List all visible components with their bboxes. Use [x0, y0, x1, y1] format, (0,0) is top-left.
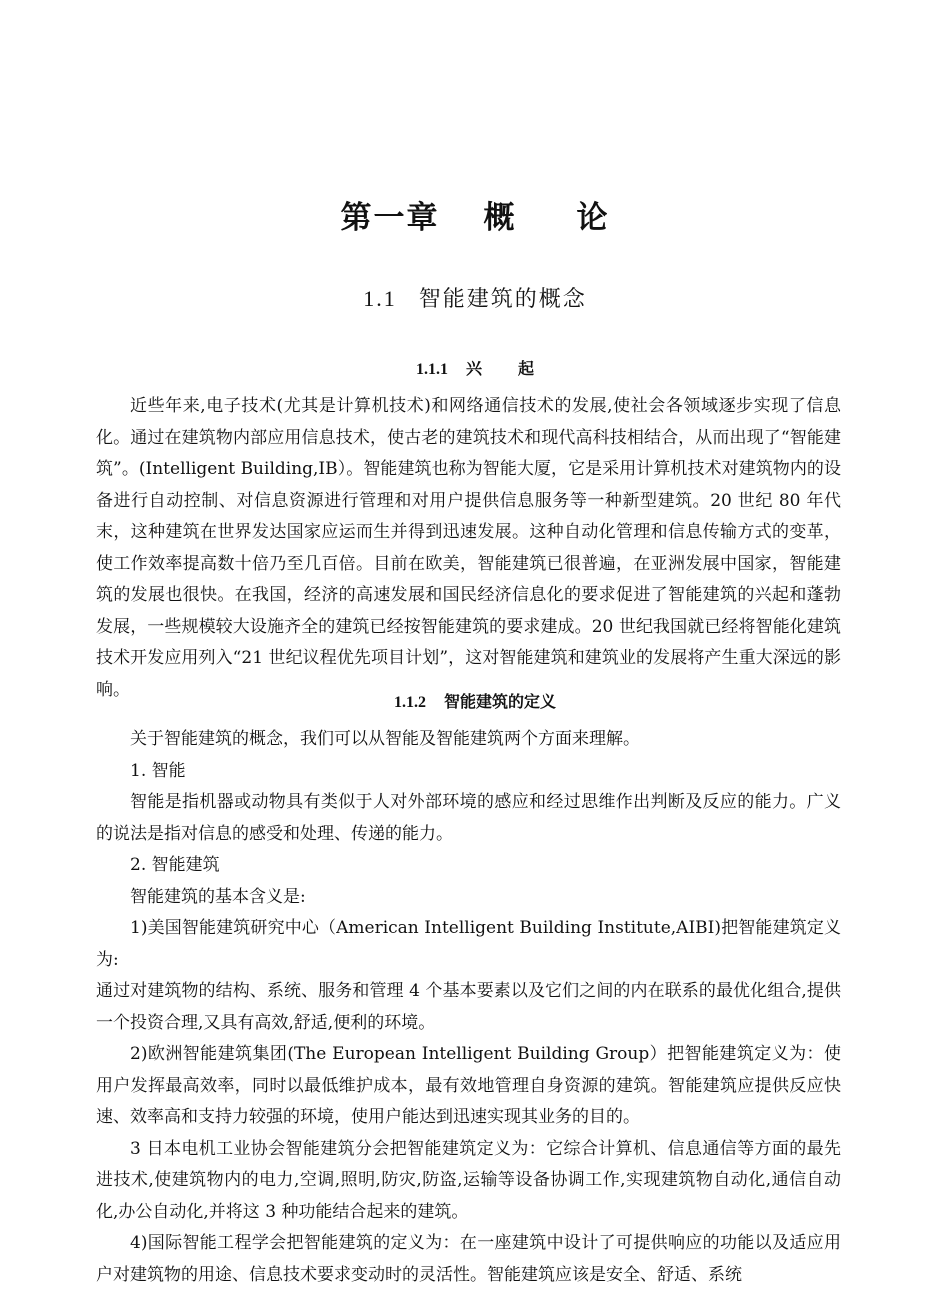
paragraph-2: 关于智能建筑的概念，我们可以从智能及智能建筑两个方面来理解。: [130, 729, 640, 749]
subsection-number-1: 1.1.1: [415, 361, 448, 378]
definition-section: [96, 724, 841, 1291]
section-heading: 智能建筑的概念: [418, 287, 587, 312]
definition-2: 2)欧洲智能建筑集团(The European Intelligent Building Group）把智能建筑定义为：使用户发挥最高效率，同时以最低维护成本，最有效地管理自身资源的建筑。智能建筑应提供反应快速、效率高和支持力较强的环境，使用户能达到迅速实现其业务的目的。: [96, 1044, 841, 1127]
subsection-title-1-part2: 起: [518, 359, 535, 378]
item-1-label: 1. 智能: [130, 760, 186, 781]
paragraph-1: 近些年来,电子技术(尤其是计算机技术)和网络通信技术的发展,使社会各领域逐步实现了信息化。通过在建筑物内部应用信息技术，使古老的建筑技术和现代高科技相结合，从而出现了“智能建筑”。(Intelligent Building,IB）。智能建筑也称为智能大厦，它是采用计算机技术对建筑物内的设备进行自动控制、对信息资源进行管理和对用户提供信息服务等一种新型建筑。20 世纪 80 年代末，这种建筑在世界发达国家应运而生并得到迅速发展。这种自动化管理和信息传输方式的变革，使工作效率提高数十倍乃至几百倍。目前在欧美，智能建筑已很普遍，在亚洲发展中国家，智能建筑的发展也很快。在我国，经济的高速发展和国民经济信息化的要求促进了智能建筑的兴起和蓬勃发展，一些规模较大设施齐全的建筑已经按智能建筑的要求建成。20 世纪我国就已经将智能化建筑技术开发应用列入“21 世纪议程优先项目计划”，这对智能建筑和建筑业的发展将产生重大深远的影响。: [96, 396, 841, 700]
definition-4: 4)国际智能工程学会把智能建筑的定义为：在一座建筑中设计了可提供响应的功能以及适应用户对建筑物的用途、信息技术要求变动时的灵活性。智能建筑应该是安全、舒适、系统: [96, 1233, 841, 1285]
subsection-heading-2: 智能建筑的定义: [443, 692, 556, 711]
definition-1-continued: 通过对建筑物的结构、系统、服务和管理 4 个基本要素以及它们之间的内在联系的最优化组合,提供一个投资合理,又具有高效,舒适,便利的环境。: [96, 981, 841, 1033]
section-title: [0, 282, 950, 313]
chapter-title-part3: 论: [576, 200, 610, 236]
subsection-title-1-part1: 兴: [465, 359, 482, 378]
subsection-number-2: 1.1.2: [393, 694, 426, 711]
chapter-title: [0, 192, 950, 237]
section-number: 1.1: [363, 286, 397, 311]
item-2-label: 2. 智能建筑: [130, 855, 220, 875]
chapter-title-part2: 概: [483, 200, 517, 236]
paragraph-4: 智能建筑的基本含义是:: [130, 886, 306, 907]
subsection-title-2: [0, 689, 950, 712]
definition-1: 1)美国智能建筑研究中心（American Intelligent Building Institute,AIBI)把智能建筑定义为:: [96, 918, 841, 970]
paragraph-3: 智能是指机器或动物具有类似于人对外部环境的感应和经过思维作出判断及反应的能力。广义的说法是指对信息的感受和处理、传递的能力。: [96, 792, 841, 844]
paragraph-rise: [96, 391, 841, 706]
subsection-title-1: [0, 356, 950, 379]
definition-3: 3 日本电机工业协会智能建筑分会把智能建筑定义为：它综合计算机、信息通信等方面的最先进技术,使建筑物内的电力,空调,照明,防灾,防盗,运输等设备协调工作,实现建筑物自动化,通信自动化,办公自动化,并将这 3 种功能结合起来的建筑。: [96, 1138, 841, 1222]
chapter-title-part1: 第一章: [340, 200, 440, 236]
